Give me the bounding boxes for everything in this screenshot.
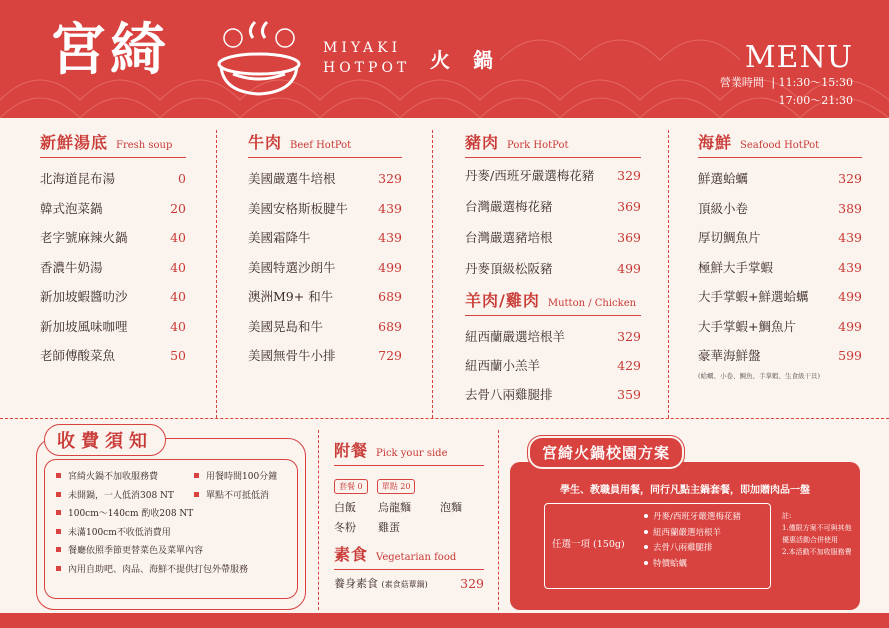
lamb-title-en: Mutton / Chicken: [547, 298, 637, 309]
side-item: 冬粉: [334, 521, 356, 534]
menu-item-price: 499: [838, 318, 862, 334]
veg-item-price: 329: [460, 576, 484, 591]
beef-title: [248, 130, 402, 158]
hours-dinner: 17:00～21:30: [778, 94, 853, 107]
veg-item-row: [334, 570, 484, 599]
bullet-icon: [644, 545, 648, 549]
single-price-pill: 單點 20: [377, 479, 416, 494]
pork-list: [465, 160, 641, 284]
menu-item-name: 澳洲M9+ 和牛: [248, 289, 334, 304]
pork-title-cn: 豬肉: [465, 133, 500, 152]
menu-item-name: 韓式泡菜鍋: [40, 200, 103, 216]
hotpot-icon: [213, 18, 305, 100]
menu-item-name: 老字號麻辣火鍋: [40, 230, 128, 245]
set-price-pill: 套餐 0: [334, 479, 368, 494]
fee-item-text: 內用自助吧、肉品、海鮮不提供打包外帶服務: [68, 564, 249, 575]
menu-item-price: 40: [170, 318, 186, 334]
menu-row: [465, 322, 641, 351]
campus-item-text: 丹麥/西班牙嚴選梅花豬: [653, 512, 741, 522]
soup-title-en: Fresh soup: [116, 140, 173, 151]
menu-row: [248, 341, 402, 371]
pork-title: [465, 130, 641, 158]
seafood-list: [698, 164, 862, 371]
seafood-section: [698, 130, 862, 381]
side-item: 雞蛋: [378, 521, 400, 534]
menu-row: [40, 223, 186, 253]
menu-item-name: 厚切鯛魚片: [698, 230, 761, 245]
campus-offer-text: 學生、教職員用餐，同行凡點主鍋套餐，即加贈肉品一盤: [560, 485, 810, 496]
menu-item-price: 369: [617, 199, 641, 214]
fee-item: [194, 468, 277, 487]
campus-notes: [782, 510, 854, 558]
menu-row: [698, 312, 862, 342]
bullet-icon: [56, 529, 61, 534]
menu-row: [465, 351, 641, 380]
fee-item: [56, 524, 248, 543]
brand-en-line1: MIYAKI: [323, 40, 402, 56]
fee-item-text: 未開鍋，一人低消308 NT: [68, 490, 174, 501]
lamb-title-cn: 羊肉/雞肉: [465, 291, 540, 310]
fee-item: [56, 542, 248, 561]
fee-item-text: 餐廳依照季節更替菜色及菜單內容: [68, 546, 204, 556]
hours-label: 營業時間: [719, 76, 764, 89]
pork-section: [465, 130, 641, 409]
menu-item-price: 729: [378, 348, 402, 363]
veg-title: [334, 542, 484, 570]
fee-item-text: 單點不可抵低消: [206, 490, 270, 501]
seafood-platter-note: (蛤蠣、小卷、鯛魚、手掌蝦、生食級干貝): [698, 371, 821, 380]
menu-row: [40, 282, 186, 312]
fee-item: [56, 561, 248, 580]
campus-item-text: 特價蛤蠣: [653, 558, 688, 569]
campus-note: 1.僅限方案不可與其他優惠活動合併使用: [782, 524, 852, 544]
seafood-title-cn: 海鮮: [698, 133, 733, 152]
seafood-title-en: Seafood HotPot: [740, 140, 820, 151]
side-title-en: Pick your side: [376, 448, 448, 459]
campus-item: [644, 510, 741, 526]
menu-row: [248, 164, 402, 194]
menu-item-name: 美國嚴選牛培根: [248, 171, 336, 186]
bullet-icon: [56, 547, 61, 552]
menu-item-price: 329: [378, 171, 402, 186]
menu-item-price: 50: [170, 348, 186, 363]
menu-row: [698, 253, 862, 283]
brand-english: [323, 38, 410, 78]
menu-row: [40, 253, 186, 283]
menu-item-price: 439: [378, 230, 402, 245]
bullet-icon: [56, 473, 61, 478]
hours-lunch: 11:30～15:30: [778, 76, 853, 89]
menu-item-price: 689: [378, 318, 402, 334]
seafood-title: [698, 130, 862, 158]
footer-band: [0, 613, 889, 628]
menu-item-name: 大手掌蝦+鯛魚片: [698, 318, 796, 334]
menu-row: [248, 223, 402, 253]
menu-row: [40, 312, 186, 342]
menu-item-price: 439: [838, 230, 862, 245]
bullet-icon: [644, 530, 648, 534]
menu-item-price: 40: [170, 230, 186, 245]
brand-logo-text: 宮綺: [50, 17, 170, 83]
menu-item-price: 329: [617, 168, 641, 183]
fee-item: [194, 487, 277, 506]
bullet-icon: [56, 492, 61, 497]
beef-section: [248, 130, 402, 371]
campus-note: 2.本活動不加收服務費: [782, 548, 852, 556]
fee-notice-title: 收費須知: [44, 424, 166, 456]
menu-row: [698, 341, 862, 371]
soup-section: [40, 130, 186, 371]
beef-list: [248, 164, 402, 371]
menu-item-price: 499: [838, 289, 862, 304]
menu-item-name: 美國晃島和牛: [248, 318, 324, 334]
menu-item-price: 389: [838, 200, 862, 216]
side-section: [334, 438, 484, 599]
menu-item-price: 329: [838, 171, 862, 186]
side-item: 烏龍麵: [378, 501, 411, 514]
soup-list: [40, 164, 186, 371]
menu-item-price: 689: [378, 289, 402, 304]
campus-item: [644, 526, 741, 542]
menu-item-price: 369: [617, 230, 641, 245]
menu-item-name: 丹麥頂級松阪豬: [465, 261, 553, 276]
brand-subtitle: 火 鍋: [430, 48, 501, 72]
beef-title-cn: 牛肉: [248, 133, 283, 152]
bullet-icon: [194, 492, 199, 497]
menu-item-name: 丹麥/西班牙嚴選梅花豬: [465, 168, 595, 183]
menu-item-price: 40: [170, 259, 186, 275]
menu-item-name: 紐西蘭嚴選培根羊: [465, 329, 566, 344]
campus-pick-label: 任選一項 (150g): [552, 539, 625, 550]
menu-row: [698, 282, 862, 312]
veg-item-name: 養身素食: [334, 577, 378, 590]
menu-item-price: 599: [838, 348, 862, 363]
divider: [498, 430, 499, 610]
menu-item-name: 鮮選蛤蠣: [698, 171, 749, 186]
pork-title-en: Pork HotPot: [507, 140, 569, 151]
lamb-list: [465, 322, 641, 409]
divider: [432, 130, 433, 418]
fee-item-text: 用餐時間100分鐘: [206, 472, 278, 482]
side-title-cn: 附餐: [334, 441, 369, 460]
menu-row: [698, 223, 862, 253]
lamb-title: [465, 288, 641, 316]
menu-item-name: 新加坡風味咖哩: [40, 318, 128, 334]
menu-item-name: 極鮮大手掌蝦: [698, 259, 774, 275]
divider: [216, 130, 217, 418]
veg-item-note: (素食菇蕈鍋): [381, 580, 428, 589]
soup-title-cn: 新鮮湯底: [40, 133, 109, 152]
menu-item-price: 499: [378, 259, 402, 275]
menu-item-name: 美國霜降牛: [248, 230, 311, 245]
menu-item-name: 去骨八兩雞腿排: [465, 387, 553, 402]
divider: [668, 130, 669, 418]
side-item: 泡麵: [440, 501, 462, 514]
menu-row: [698, 164, 862, 194]
campus-item: [644, 557, 741, 573]
menu-item-price: 40: [170, 289, 186, 304]
menu-item-price: 359: [617, 387, 641, 402]
menu-item-name: 台灣嚴選梅花豬: [465, 199, 553, 214]
menu-item-name: 老師傅酸菜魚: [40, 348, 116, 363]
menu-item-name: 紐西蘭小羔羊: [465, 358, 541, 373]
menu-row: [40, 164, 186, 194]
fee-list-right: [194, 468, 277, 505]
bullet-icon: [644, 561, 648, 565]
menu-row: [465, 380, 641, 409]
menu-item-name: 美國安格斯板腱牛: [248, 200, 349, 216]
menu-row: [248, 312, 402, 342]
fee-item-text: 未滿100cm不收低消費用: [68, 527, 171, 538]
brand-en-line2: HOTPOT: [323, 60, 411, 76]
menu-item-price: 0: [178, 171, 186, 186]
side-item: 白飯: [334, 501, 356, 514]
menu-item-price: 499: [617, 261, 641, 276]
menu-item-price: 439: [838, 259, 862, 275]
menu-item-name: 新加坡蝦醬叻沙: [40, 289, 128, 304]
bullet-icon: [56, 510, 61, 515]
menu-item-name: 美國特選沙朗牛: [248, 259, 336, 275]
menu-item-price: 20: [170, 200, 186, 216]
menu-row: [248, 194, 402, 224]
soup-title: [40, 130, 186, 158]
menu-item-name: 豪華海鮮盤: [698, 348, 761, 363]
veg-title-cn: 素食: [334, 545, 369, 564]
menu-row: [465, 160, 641, 191]
fee-item-text: 100cm～140cm 酌收208 NT: [68, 509, 194, 519]
menu-row: [40, 341, 186, 371]
bullet-icon: [194, 473, 199, 478]
menu-item-price: 439: [378, 200, 402, 216]
menu-row: [698, 194, 862, 224]
menu-item-name: 台灣嚴選豬培根: [465, 230, 553, 245]
campus-items: [644, 510, 741, 572]
horizontal-divider: [0, 418, 889, 419]
fee-item-text: 宮綺火鍋不加收服務費: [68, 472, 159, 482]
menu-row: [248, 253, 402, 283]
menu-row: [248, 282, 402, 312]
campus-title: 宮綺火鍋校園方案: [528, 436, 684, 469]
business-hours: 營業時間 | 11:30～15:30 17:00～21:30: [720, 74, 853, 110]
side-items: [334, 498, 484, 538]
campus-item: [644, 541, 741, 557]
campus-item-text: 紐西蘭嚴選培根羊: [653, 527, 722, 538]
menu-row: [465, 222, 641, 253]
menu-item-name: 香濃牛奶湯: [40, 259, 103, 275]
bullet-icon: [644, 514, 648, 518]
menu-row: [40, 194, 186, 224]
menu-item-price: 429: [617, 358, 641, 373]
fee-item: [56, 505, 248, 524]
menu-row: [465, 253, 641, 284]
divider: [318, 430, 319, 610]
side-title: [334, 438, 484, 466]
bullet-icon: [56, 566, 61, 571]
menu-title: MENU: [744, 40, 853, 75]
menu-item-name: 美國無骨牛小排: [248, 348, 336, 363]
campus-item-text: 去骨八兩雞腿排: [653, 543, 713, 553]
menu-item-name: 頂級小卷: [698, 200, 749, 216]
veg-title-en: Vegetarian food: [376, 552, 457, 563]
beef-title-en: Beef HotPot: [290, 140, 352, 151]
menu-row: [465, 191, 641, 222]
menu-item-name: 北海道昆布湯: [40, 171, 116, 186]
menu-item-price: 329: [617, 329, 641, 344]
campus-note-title: 註:: [782, 512, 792, 520]
menu-item-name: 大手掌蝦+鮮選蛤蠣: [698, 289, 809, 304]
